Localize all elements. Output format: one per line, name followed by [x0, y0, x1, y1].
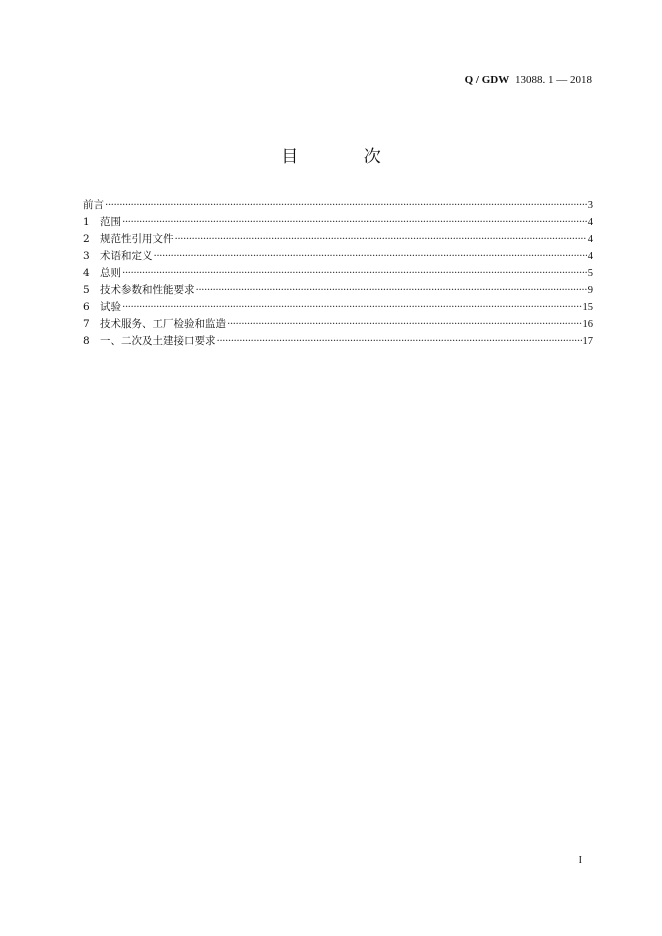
- toc-entry-label: 前言: [83, 199, 104, 211]
- toc-entry-number: 8: [83, 335, 90, 347]
- toc-entry-label: 技术参数和性能要求: [100, 284, 195, 296]
- toc-entry-number: 6: [83, 301, 90, 313]
- toc-entry-label: 试验: [100, 301, 121, 313]
- toc-entry-label: 术语和定义: [100, 250, 153, 262]
- toc-entry-number: 5: [83, 284, 90, 296]
- standard-code: Q / GDW: [464, 74, 510, 86]
- toc-dot-leader: [196, 282, 587, 299]
- toc-entry-page: 3: [587, 200, 593, 211]
- toc-entry-label: 一、二次及土建接口要求: [100, 335, 216, 347]
- toc-entry-page: 17: [582, 336, 593, 347]
- toc-dot-leader: [122, 265, 587, 282]
- toc-entry-number: 1: [83, 216, 90, 228]
- toc-entry-label: 总则: [100, 267, 121, 279]
- toc-entry-normative-references[interactable]: [83, 231, 593, 248]
- toc-dot-leader: [154, 248, 587, 265]
- toc-dot-leader: [122, 214, 587, 231]
- toc-entry-interface-requirements[interactable]: [83, 333, 593, 350]
- page-number: I: [578, 855, 582, 866]
- toc-entry-scope[interactable]: [83, 214, 593, 231]
- toc-entry-page: 4: [587, 234, 593, 245]
- toc-dot-leader: [217, 333, 582, 350]
- toc-entry-label: 规范性引用文件: [100, 233, 174, 245]
- toc-entry-preface[interactable]: [83, 197, 593, 214]
- page-header: [465, 74, 592, 86]
- toc-entry-page: 4: [587, 217, 593, 228]
- toc-dot-leader: [175, 231, 587, 248]
- toc-entry-general[interactable]: [83, 265, 593, 282]
- toc-entry-number: 7: [83, 318, 90, 330]
- toc-entry-number: 4: [83, 267, 90, 279]
- toc-entry-technical-parameters[interactable]: [83, 282, 593, 299]
- toc-entry-tests[interactable]: [83, 299, 593, 316]
- toc-entry-technical-service[interactable]: [83, 316, 593, 333]
- toc-entry-page: 5: [587, 268, 593, 279]
- toc-entry-label: 技术服务、工厂检验和监造: [100, 318, 226, 330]
- toc-entry-label: 范围: [100, 216, 121, 228]
- toc-entry-number: 2: [83, 233, 90, 245]
- standard-number: 13088. 1 — 2018: [515, 74, 592, 86]
- toc-entry-page: 15: [582, 302, 593, 313]
- toc-entry-terms-definitions[interactable]: [83, 248, 593, 265]
- toc-entry-page: 9: [587, 285, 593, 296]
- toc-entry-number: 3: [83, 250, 90, 262]
- page-title: 目 次: [281, 147, 411, 167]
- toc-dot-leader: [105, 197, 587, 214]
- toc-entry-page: 4: [587, 251, 593, 262]
- toc-entry-page: 16: [582, 319, 593, 330]
- toc-dot-leader: [122, 299, 582, 316]
- toc-dot-leader: [227, 316, 582, 333]
- table-of-contents: [83, 197, 593, 350]
